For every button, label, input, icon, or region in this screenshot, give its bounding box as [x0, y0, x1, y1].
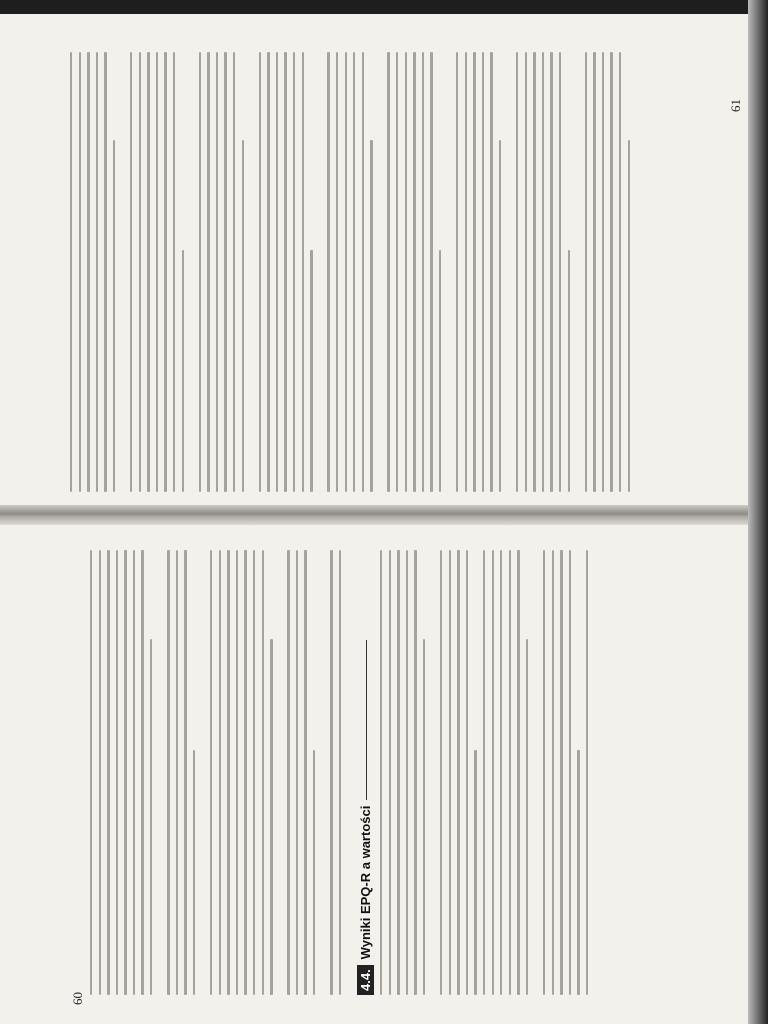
- text-line: [474, 750, 476, 995]
- text-line: [422, 52, 424, 492]
- text-line: [482, 52, 484, 492]
- text-line: [380, 550, 382, 995]
- text-line: [353, 52, 355, 492]
- scan-edge-right: [748, 0, 768, 1024]
- text-line: [449, 550, 451, 995]
- text-line: [159, 550, 161, 995]
- text-line: [500, 550, 502, 995]
- page-60-text-lower: [380, 550, 594, 995]
- text-line: [628, 140, 630, 492]
- text-line: [313, 750, 315, 995]
- text-line: [465, 52, 467, 492]
- section-heading-number: 4.4.: [357, 965, 374, 995]
- text-line: [224, 52, 226, 492]
- text-line: [284, 52, 286, 492]
- text-line: [447, 52, 449, 492]
- text-line: [577, 750, 579, 995]
- text-line: [413, 52, 415, 492]
- text-line: [397, 550, 399, 995]
- text-line: [219, 550, 221, 995]
- text-line: [210, 550, 212, 995]
- text-line: [116, 550, 118, 995]
- text-line: [164, 52, 166, 492]
- text-line: [526, 639, 528, 995]
- text-line: [202, 550, 204, 995]
- text-line: [267, 52, 269, 492]
- text-line: [330, 550, 332, 995]
- text-line: [296, 550, 298, 995]
- text-line: [70, 52, 72, 492]
- text-line: [370, 140, 372, 492]
- text-line: [559, 52, 561, 492]
- text-line: [322, 550, 324, 995]
- text-line: [593, 52, 595, 492]
- page-61: [30, 22, 743, 500]
- text-line: [457, 550, 459, 995]
- text-line: [439, 250, 441, 492]
- text-line: [396, 52, 398, 492]
- text-line: [405, 52, 407, 492]
- text-line: [167, 550, 169, 995]
- text-line: [560, 550, 562, 995]
- text-line: [542, 52, 544, 492]
- text-line: [90, 550, 92, 995]
- text-line: [141, 550, 143, 995]
- section-heading-title: Wyniki EPQ-R a wartości: [358, 805, 373, 960]
- text-line: [279, 550, 281, 995]
- text-line: [147, 52, 149, 492]
- text-line: [362, 52, 364, 492]
- text-line: [568, 250, 570, 492]
- text-line: [327, 52, 329, 492]
- text-line: [104, 52, 106, 492]
- text-line: [182, 250, 184, 492]
- text-line: [139, 52, 141, 492]
- text-line: [150, 639, 152, 995]
- text-line: [184, 550, 186, 995]
- text-line: [499, 140, 501, 492]
- text-line: [379, 52, 381, 492]
- text-line: [173, 52, 175, 492]
- section-heading: [358, 640, 373, 995]
- text-line: [550, 52, 552, 492]
- text-line: [552, 550, 554, 995]
- text-line: [440, 550, 442, 995]
- text-line: [533, 52, 535, 492]
- text-line: [233, 52, 235, 492]
- text-line: [176, 550, 178, 995]
- text-line: [259, 52, 261, 492]
- scan-edge-top: [0, 0, 768, 14]
- text-line: [319, 52, 321, 492]
- text-line: [96, 52, 98, 492]
- text-line: [517, 550, 519, 995]
- text-line: [507, 52, 509, 492]
- text-line: [466, 550, 468, 995]
- text-line: [199, 52, 201, 492]
- text-line: [569, 550, 571, 995]
- text-line: [193, 750, 195, 995]
- text-line: [414, 550, 416, 995]
- text-line: [113, 140, 115, 492]
- text-line: [610, 52, 612, 492]
- text-line: [483, 550, 485, 995]
- text-line: [216, 52, 218, 492]
- text-line: [293, 52, 295, 492]
- text-line: [534, 550, 536, 995]
- text-line: [87, 52, 89, 492]
- text-line: [602, 52, 604, 492]
- text-line: [250, 52, 252, 492]
- text-line: [270, 639, 272, 995]
- text-line: [345, 52, 347, 492]
- text-line: [339, 550, 341, 995]
- text-line: [431, 550, 433, 995]
- page-number-60: 60: [70, 992, 85, 1005]
- text-line: [336, 52, 338, 492]
- text-line: [262, 550, 264, 995]
- text-line: [302, 52, 304, 492]
- text-line: [244, 550, 246, 995]
- text-line: [310, 250, 312, 492]
- text-line: [473, 52, 475, 492]
- heading-rule: [366, 640, 367, 800]
- book-gutter: [0, 505, 748, 525]
- text-line: [253, 550, 255, 995]
- text-line: [585, 52, 587, 492]
- text-line: [406, 550, 408, 995]
- text-line: [389, 550, 391, 995]
- text-line: [304, 550, 306, 995]
- text-line: [190, 52, 192, 492]
- text-line: [430, 52, 432, 492]
- text-line: [133, 550, 135, 995]
- text-line: [516, 52, 518, 492]
- text-line: [456, 52, 458, 492]
- text-line: [107, 550, 109, 995]
- text-line: [121, 52, 123, 492]
- text-line: [492, 550, 494, 995]
- text-line: [543, 550, 545, 995]
- text-line: [130, 52, 132, 492]
- text-line: [124, 550, 126, 995]
- text-line: [287, 550, 289, 995]
- page-61-text-column: [70, 52, 636, 492]
- text-line: [387, 52, 389, 492]
- text-line: [576, 52, 578, 492]
- text-line: [586, 550, 588, 995]
- text-line: [242, 140, 244, 492]
- text-line: [276, 52, 278, 492]
- page-60-text-upper: [90, 550, 347, 995]
- text-line: [509, 550, 511, 995]
- text-line: [156, 52, 158, 492]
- text-line: [423, 639, 425, 995]
- page-number-61: 61: [728, 99, 743, 112]
- text-line: [79, 52, 81, 492]
- text-line: [619, 52, 621, 492]
- text-line: [99, 550, 101, 995]
- text-line: [236, 550, 238, 995]
- page-60: [30, 530, 740, 1015]
- text-line: [490, 52, 492, 492]
- text-line: [227, 550, 229, 995]
- text-line: [207, 52, 209, 492]
- text-line: [525, 52, 527, 492]
